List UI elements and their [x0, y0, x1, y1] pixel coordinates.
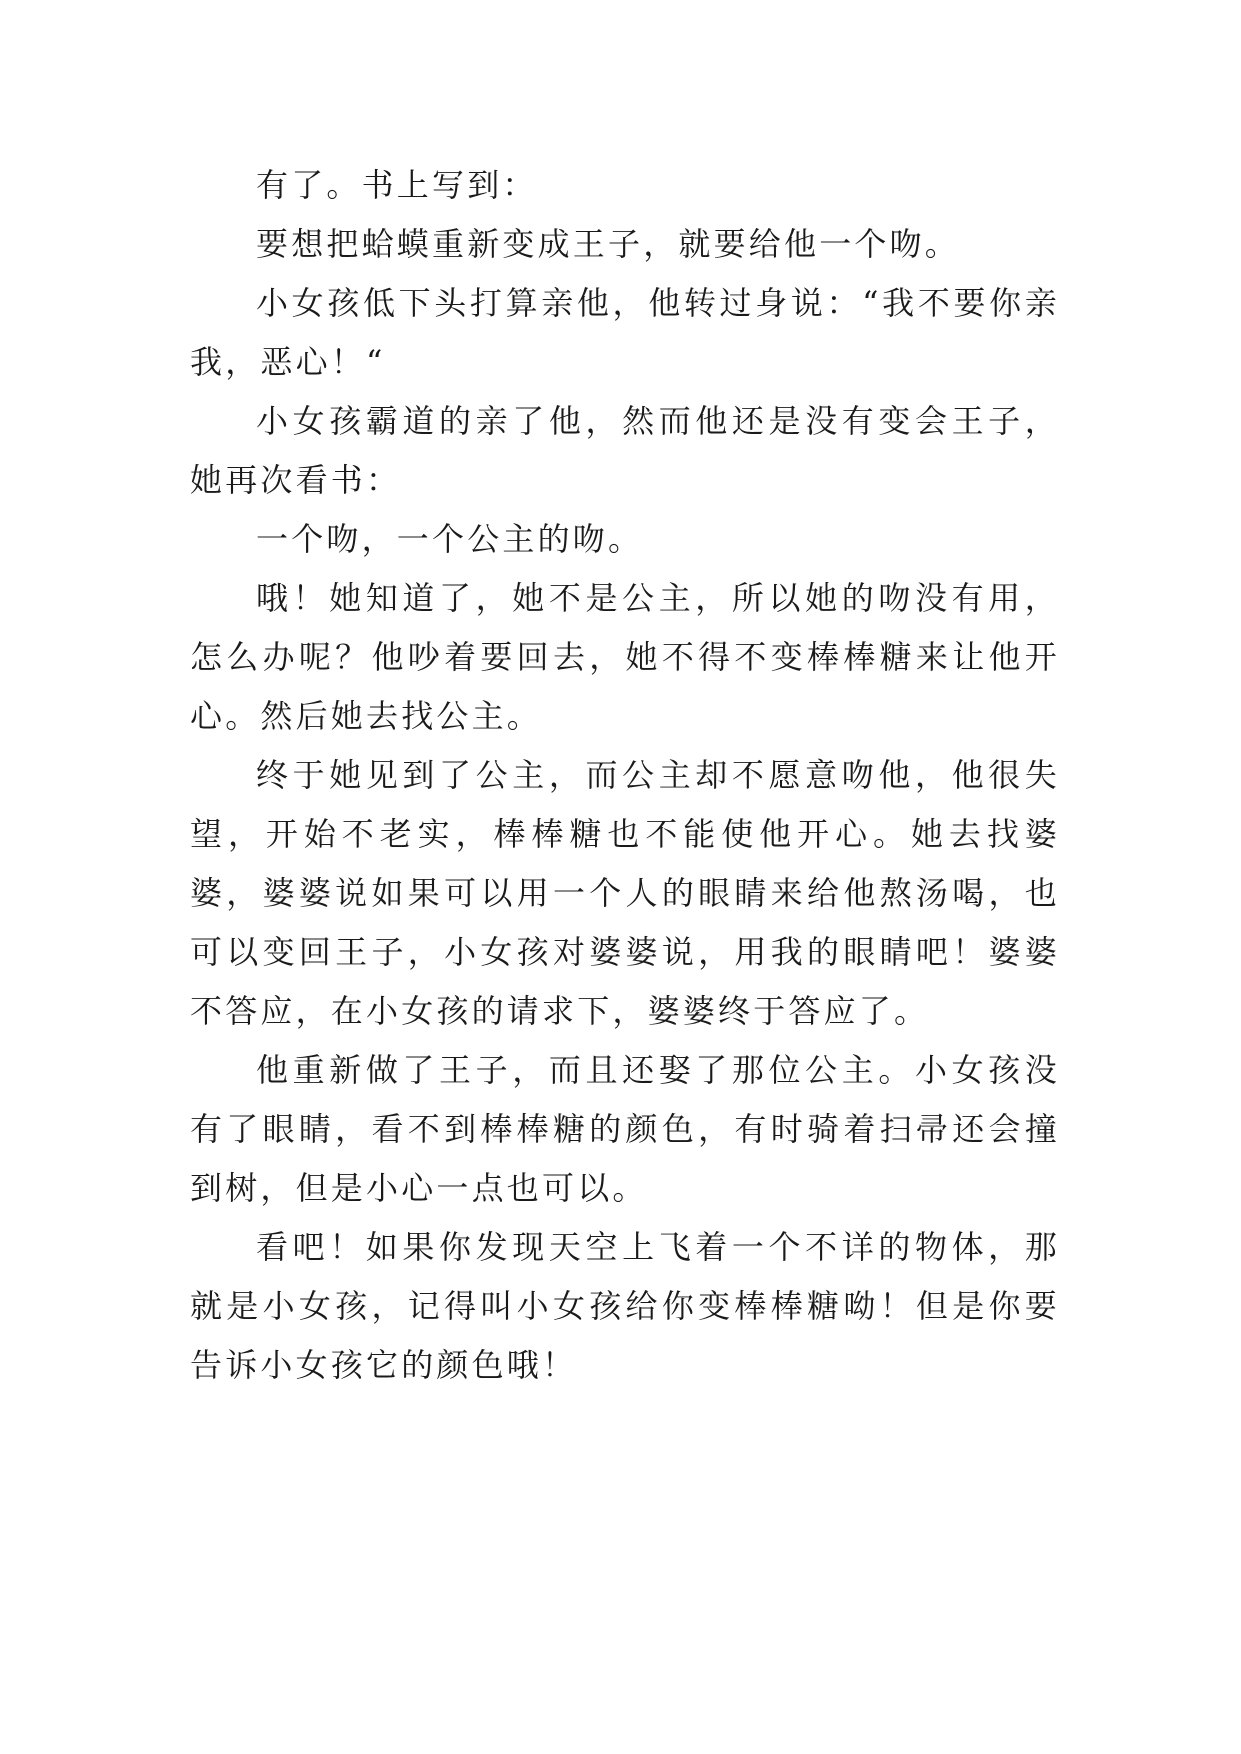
paragraph: 有了。书上写到：	[256, 166, 538, 204]
paragraph: 哦！她知道了，她不是公主，所以她的吻没有用，怎么办呢？他吵着要回去，她不得不变棒棒糖来让他开心。然后她去找公主。	[190, 579, 1060, 735]
paragraph: 他重新做了王子，而且还娶了那位公主。小女孩没有了眼睛，看不到棒棒糖的颜色，有时骑着扫帚还会撞到树，但是小心一点也可以。	[190, 1051, 1060, 1207]
paragraph: 小女孩低下头打算亲他，他转过身说：“我不要你亲我，恶心！“	[190, 284, 1060, 381]
paragraph: 看吧！如果你发现天空上飞着一个不详的物体，那就是小女孩，记得叫小女孩给你变棒棒糖呦！但是你要告诉小女孩它的颜色哦！	[190, 1228, 1060, 1384]
paragraph: 要想把蛤蟆重新变成王子，就要给他一个吻。	[256, 225, 961, 263]
paragraph: 一个吻，一个公主的吻。	[256, 520, 644, 558]
paragraph: 小女孩霸道的亲了他，然而他还是没有变会王子，她再次看书：	[190, 402, 1060, 499]
paragraph: 终于她见到了公主，而公主却不愿意吻他，他很失望，开始不老实，棒棒糖也不能使他开心。她去找婆婆，婆婆说如果可以用一个人的眼睛来给他熬汤喝，也可以变回王子，小女孩对婆婆说，用我的眼睛吧！婆婆不答应，在小女孩的请求下，婆婆终于答应了。	[190, 756, 1060, 1030]
document-body	[190, 156, 1060, 1395]
